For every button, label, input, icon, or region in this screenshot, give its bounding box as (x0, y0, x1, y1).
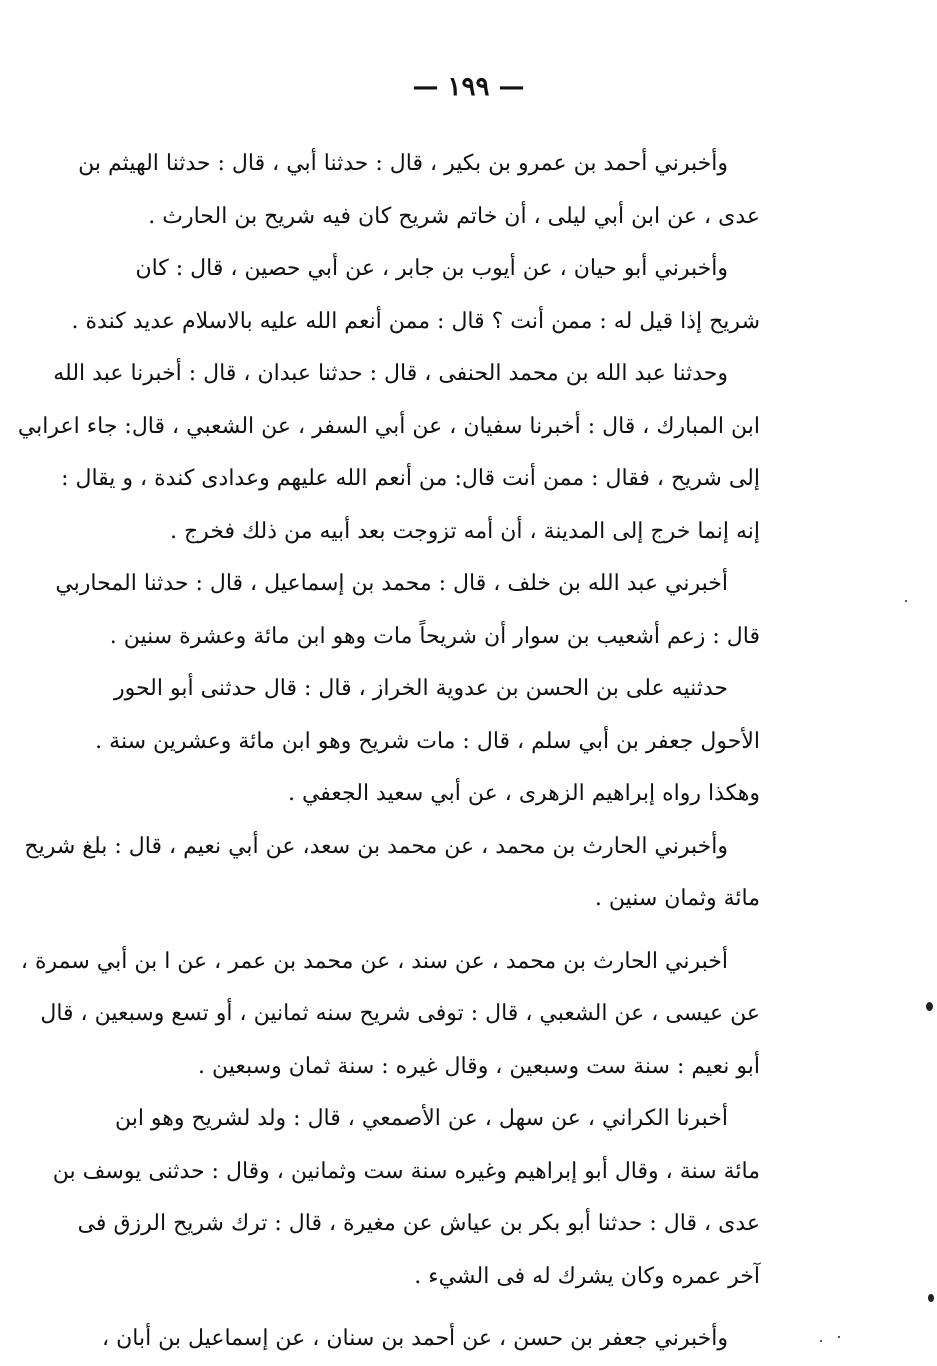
text-line: مائة سنة ، وقال أبو إبراهيم وغيره سنة ست وثمانين ، وقال : حدثنى يوسف بن (52, 1158, 760, 1184)
text-line: قال : زعم أشعيب بن سوار أن شريحاً مات وهو ابن مائة وعشرة سنين . (109, 623, 760, 649)
text-line: وأخبرني أحمد بن عمرو بن بكير ، قال : حدثنا أبي ، قال : حدثنا الهيثم بن (78, 151, 728, 176)
text-line: إلى شريح ، فقال : ممن أنت قال: من أنعم الله عليهم وعدادى كندة ، و يقال : (61, 466, 760, 491)
page-number: — ١٩٩ — (412, 72, 525, 102)
scan-speck (838, 1336, 840, 1338)
text-line: شريح إذا قيل له : ممن أنت ؟ قال : ممن أنعم الله عليه بالاسلام عديد كندة . (71, 308, 760, 334)
text-line: الأحول جعفر بن أبي سلم ، قال : مات شريح وهو ابن مائة وعشرين سنة . (95, 728, 760, 754)
text-line: أخبرني الحارث بن محمد ، عن سند ، عن محمد بن عمر ، عن ا بن أبي سمرة ، (20, 948, 728, 974)
text-line: أبو نعيم : سنة ست وسبعين ، وقال غيره : سنة ثمان وسبعين . (198, 1053, 760, 1079)
text-line: عن عيسى ، عن الشعبي ، قال : توفى شريح سنه ثمانين ، أو تسع وسبعين ، قال (40, 1001, 760, 1026)
text-line: عدى ، عن ابن أبي ليلى ، أن خاتم شريح كان فيه شريح بن الحارث . (148, 203, 760, 229)
text-line: عدى ، قال : حدثنا أبو بكر بن عياش عن مغيرة ، قال : ترك شريح الرزق فى (77, 1211, 760, 1236)
text-line: وأخبرني أبو حيان ، عن أيوب بن جابر ، عن أبي حصين ، قال : كان (135, 256, 728, 281)
text-line: إنه إنما خرج إلى المدينة ، أن أمه تزوجت بعد أبيه من ذلك فخرج . (169, 518, 760, 544)
text-line: وأخبرني الحارث بن محمد ، عن محمد بن سعد، عن أبي نعيم ، قال : بلغ شريح (24, 833, 728, 859)
paragraph-gap (174, 1303, 760, 1313)
text-line: وهكذا رواه إبراهيم الزهرى ، عن أبي سعيد الجعفي . (287, 781, 760, 806)
scan-speck (820, 1340, 822, 1342)
text-line: أخبرنا الكراني ، عن سهل ، عن الأصمعي ، قال : ولد لشريح وهو ابن (114, 1106, 728, 1131)
text-line: وأخبرني جعفر بن حسن ، عن أحمد بن سنان ، عن إسماعيل بن أبان ، (102, 1326, 728, 1351)
text-line: مائة وثمان سنين . (594, 886, 760, 911)
scan-speck (928, 1294, 934, 1302)
paragraph-gap (174, 926, 760, 936)
scan-speck (926, 1002, 933, 1011)
page-body-text (17, 138, 760, 1366)
scan-speck (905, 600, 907, 602)
text-line: آخر عمره وكان يشرك له فى الشيء . (414, 1263, 760, 1289)
text-line: وحدثنا عبد الله بن محمد الحنفى ، قال : حدثنا عبدان ، قال : أخبرنا عبد الله (53, 361, 728, 386)
text-line: أخبرني عبد الله بن خلف ، قال : محمد بن إسماعيل ، قال : حدثنا المحاربي (55, 571, 728, 596)
text-line: حدثنيه على بن الحسن بن عدوية الخراز ، قال : قال حدثنى أبو الحور (113, 676, 728, 701)
text-line: ابن المبارك ، قال : أخبرنا سفيان ، عن أبي السفر ، عن الشعبي ، قال: جاء اعرابي (17, 413, 760, 439)
